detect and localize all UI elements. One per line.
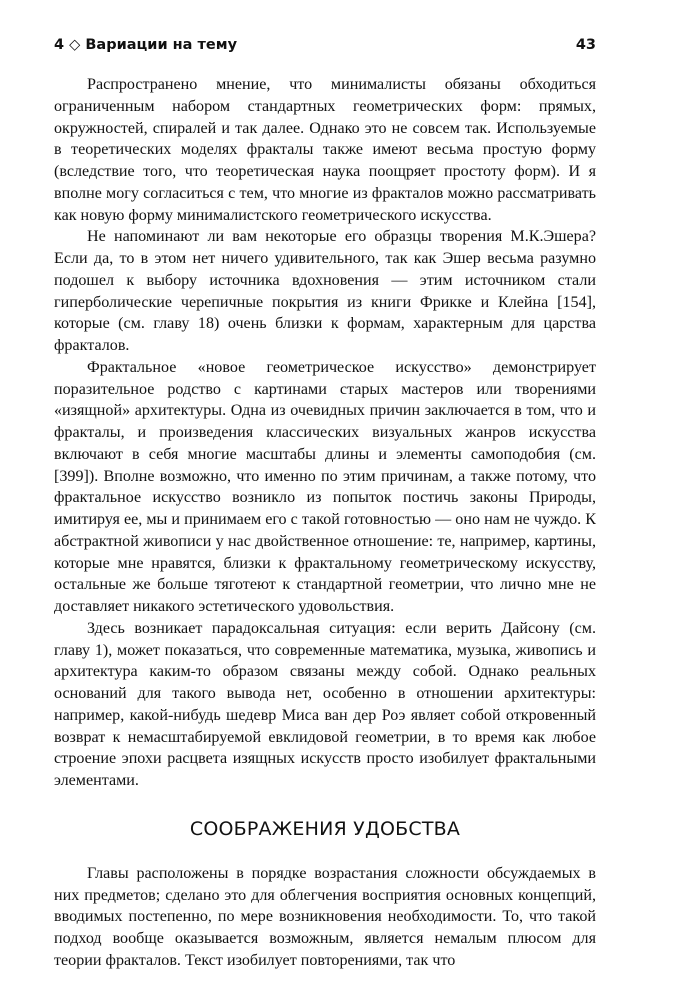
chapter-number: 4 — [54, 37, 65, 53]
paragraph-minimalism: Распространено мнение, что минималисты обязаны обходиться ограниченным набором стандартных геометрических форм: прямых, окружностей, спиралей и так далее. Однако это не совсем так. Используемые в теоретических моделях фракталы также имеют весьма простую форму (вследствие того, что теоретическая наука поощряет простоту форм). И я вполне могу согласиться с тем, что многие из фракталов можно рассматривать как новую форму минималистского геометрического искусства. — [54, 76, 596, 224]
diamond-separator-icon: ◇ — [69, 37, 81, 53]
paragraph-paradox: Здесь возникает парадоксальная ситуация: если верить Дайсону (см. главу 1), может показаться, что современные математика, музыка, живопись и архитектура каким-то образом связаны между собой. Однако реальных оснований для такого вывода нет, особенно в отношении архитектуры: например, какой-нибудь шедевр Миса ван дер Роэ являет собой откровенный возврат к немасштабируемой евклидовой геометрии, в то время как любое строение эпохи расцвета изящных искусств просто изобилует фрактальными элементами. — [54, 619, 596, 789]
section-title: СООБРАЖЕНИЯ УДОБСТВА — [189, 817, 461, 840]
page-body — [54, 74, 596, 972]
paragraph-convenience: Главы расположены в порядке возрастания сложности обсуждаемых в них предметов; сделано это для облегчения восприятия основных концепций, вводимых постепенно, по мере возникновения необходимости. То, что такой подход вообще оказывается возможным, является немалым плюсом для теории фракталов. Текст изобилует повторениями, так что — [54, 864, 596, 969]
paragraph-escher: Не напоминают ли вам некоторые его образцы творения М.К.Эшера? Если да, то в этом нет ничего удивительного, так как Эшер весьма разумно подошел к выбору источника вдохновения — этим источником стали гиперболические черепичные покрытия из книги Фрикке и Клейна [154], которые (см. главу 18) очень близки к формам, характерным для царства фракталов. — [54, 228, 596, 354]
paragraph-new-geometric-art: Фрактальное «новое геометрическое искусство» демонстрирует поразительное родство с картинами старых мастеров или творениями «изящной» архитектуры. Одна из очевидных причин заключается в том, что и фракталы, и произведения классических визуальных жанров искусства включают в себя многие масштабы длины и элементы самоподобия (см. [399]). Вполне возможно, что именно по этим причинам, а также потому, что фрактальное искусство возникло из попыток постичь законы Природы, имитируя ее, мы и принимаем его с такой готовностью — оно нам не чуждо. К абстрактной живописи у нас двойственное отношение: те, например, картины, которые мне нравятся, близки к фрактальному геометрическому искусству, остальные же больше тяготеют к стандартной геометрии, что лично мне не доставляет никакого эстетического удовольствия. — [54, 358, 596, 615]
running-head — [54, 34, 596, 56]
chapter-title: Вариации на тему — [85, 37, 238, 53]
chapter-heading — [54, 34, 237, 56]
page-number: 43 — [575, 37, 596, 53]
